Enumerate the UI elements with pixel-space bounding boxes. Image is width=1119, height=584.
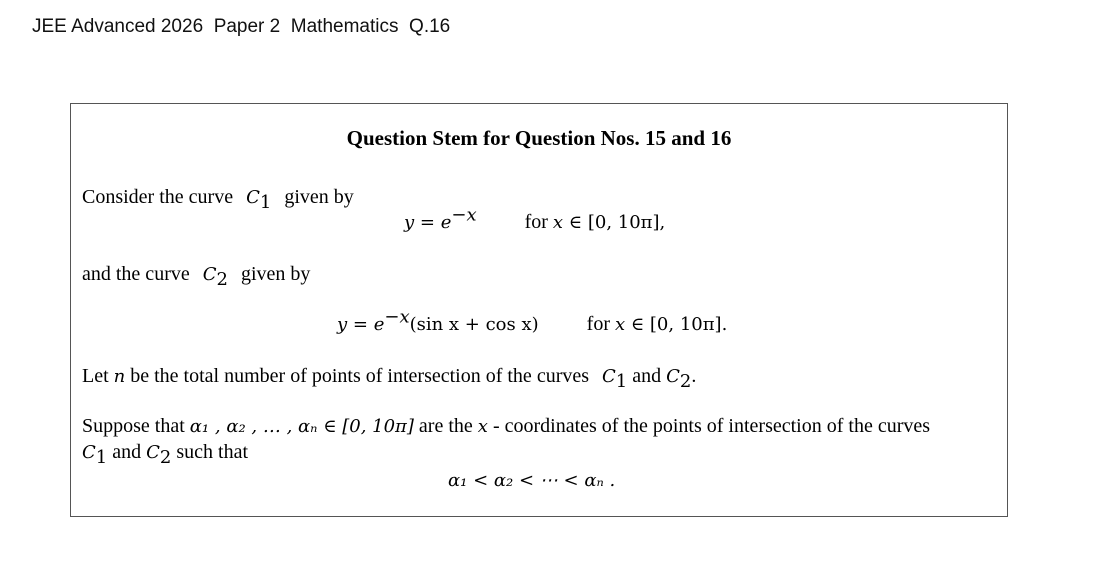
n-variable: n xyxy=(113,366,126,387)
let-curve2-symbol: C xyxy=(666,366,680,387)
eq2-lhs: y = e xyxy=(337,314,385,335)
curve1-intro-text: Consider the curve xyxy=(82,186,234,208)
let-curve1-sub: 1 xyxy=(615,371,628,392)
are-the: are the xyxy=(418,415,473,437)
such-that-line xyxy=(82,441,249,468)
curve2-subscript: 2 xyxy=(216,269,228,290)
eq1-domain-set: ∈ [0, 10π] xyxy=(563,212,660,233)
curve2-intro-text: and the curve xyxy=(82,263,190,285)
suppose-sentence xyxy=(82,415,930,438)
curve1-subscript: 1 xyxy=(259,192,272,213)
eq1-domain-var: x xyxy=(552,212,564,233)
suppose-word: Suppose that xyxy=(82,415,185,437)
order-relation-expr: α₁ < α₂ < ⋯ < αₙ . xyxy=(448,470,616,491)
alpha-sequence: α₁ , α₂ , … , αₙ ∈ [0, 10π] xyxy=(189,416,414,437)
st-curve1-symbol: C xyxy=(82,442,96,463)
curve1-intro-after: given by xyxy=(284,186,354,208)
such-that-text: such that xyxy=(176,441,249,463)
curve2-symbol: C xyxy=(202,264,217,285)
order-relation xyxy=(448,469,615,492)
eq1-exponent: −x xyxy=(451,204,477,226)
eq1-lhs: y = e xyxy=(404,212,452,233)
eq1-for: for xyxy=(524,211,548,233)
curve2-intro-after: given by xyxy=(240,263,311,285)
x-variable: x xyxy=(477,416,488,437)
let-word: Let xyxy=(82,365,109,387)
let-period: . xyxy=(691,365,697,387)
stem-title: Question Stem for Question Nos. 15 and 16 xyxy=(346,126,732,150)
curve1-symbol: C xyxy=(246,187,260,208)
let-curve1-symbol: C xyxy=(602,366,616,387)
curve2-intro xyxy=(82,263,311,290)
eq1-tail: , xyxy=(659,212,666,233)
eq2-exponent: −x xyxy=(384,306,410,328)
page-header: JEE Advanced 2026 Paper 2 Mathematics Q.16 xyxy=(32,16,451,37)
eq2-rhs: (sin x + cos x) xyxy=(409,314,539,335)
eq2-for: for xyxy=(586,313,610,335)
st-curve2-sub: 2 xyxy=(159,447,172,468)
let-and: and xyxy=(632,365,662,387)
let-text: be the total number of points of intersection of the curves xyxy=(130,365,590,387)
eq2-domain-set: ∈ [0, 10π] xyxy=(625,314,722,335)
st-curve1-sub: 1 xyxy=(95,447,108,468)
coordinates-text: - coordinates of the points of intersection of the curves xyxy=(492,415,931,437)
st-curve2-symbol: C xyxy=(146,442,160,463)
question-box xyxy=(70,103,1008,517)
eq2-domain-var: x xyxy=(614,314,626,335)
curve1-intro xyxy=(82,186,354,213)
let-n-sentence xyxy=(82,365,697,392)
equation-2 xyxy=(337,306,728,336)
equation-1 xyxy=(404,204,666,234)
let-curve2-sub: 2 xyxy=(679,371,692,392)
st-and: and xyxy=(112,441,142,463)
eq2-tail: . xyxy=(721,314,728,335)
